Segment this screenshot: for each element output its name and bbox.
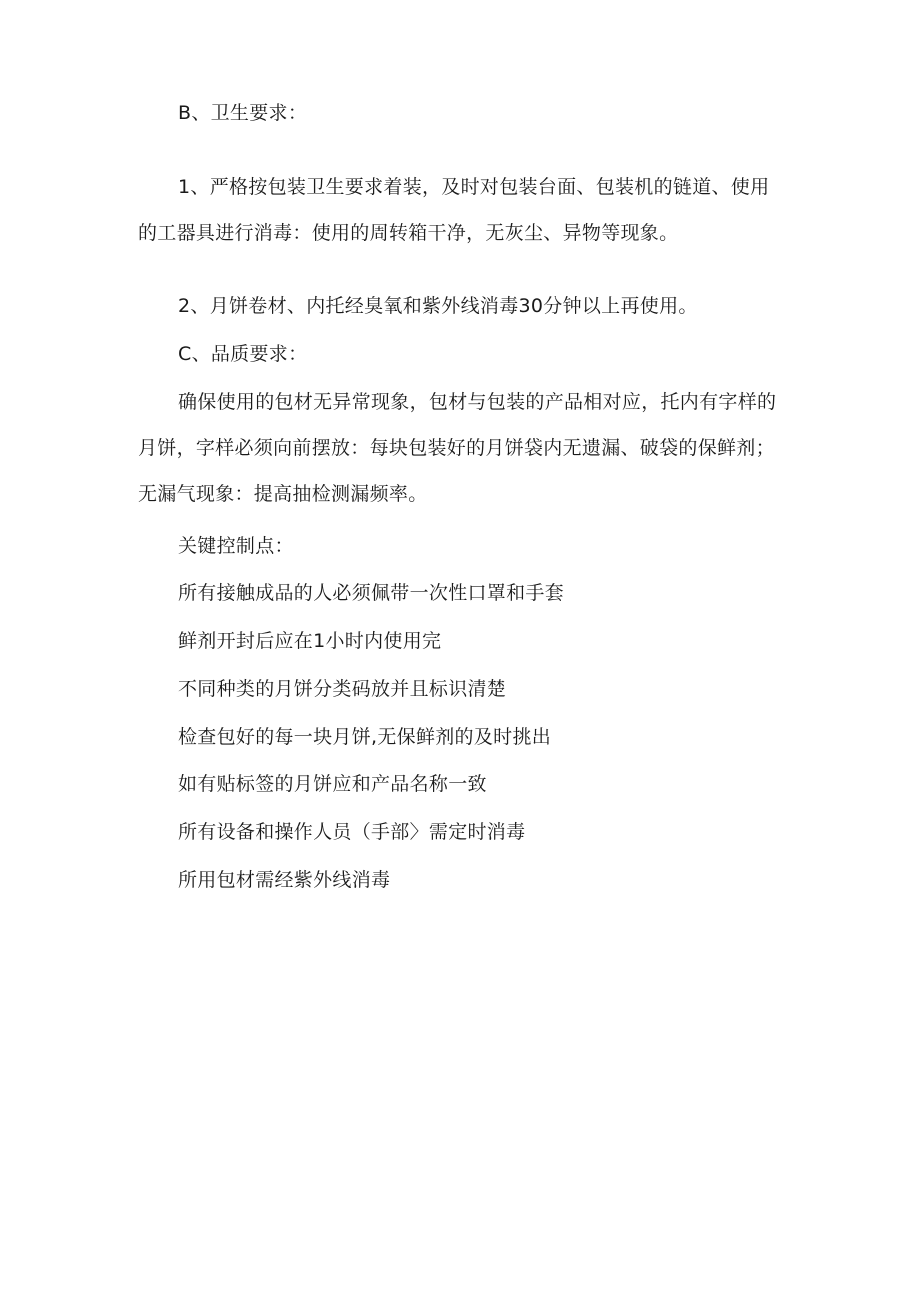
b-item-1-paragraph: 1、严格按包装卫生要求着装，及时对包装台面、包装机的链道、使用的工器具进行消毒：使用的周转箱干净，无灰尘、异物等现象。 [138,176,770,244]
key-points-heading: 关键控制点： [178,535,294,557]
key-point-item: 如有贴标签的月饼应和产品名称一致 [178,773,487,795]
key-point-item: 检查包好的每一块月饼,无保鲜剂的及时挑出 [178,726,552,748]
key-point-item: 所有设备和操作人员（手部〉需定时消毒 [178,821,526,843]
key-point-item: 所用包材需经紫外线消毒 [178,869,391,891]
b-item-2-paragraph: 2、月饼卷材、内托经臭氧和紫外线消毒30分钟以上再使用。 [178,295,698,317]
key-point-item: 不同种类的月饼分类码放并且标识清楚 [178,678,507,700]
key-point-item: 所有接触成品的人必须佩带一次性口罩和手套 [178,582,565,604]
section-b-heading: B、卫生要求： [178,102,308,124]
c-quality-paragraph: 确保使用的包材无异常现象，包材与包装的产品相对应，托内有字样的月饼，字样必须向前摆放：每块包装好的月饼袋内无遗漏、破袋的保鲜剂；无漏气现象：提高抽检测漏频率。 [138,391,777,505]
section-c-heading: C、品质要求： [178,343,308,365]
key-point-item: 鲜剂开封后应在1小时内使用完 [178,630,442,652]
